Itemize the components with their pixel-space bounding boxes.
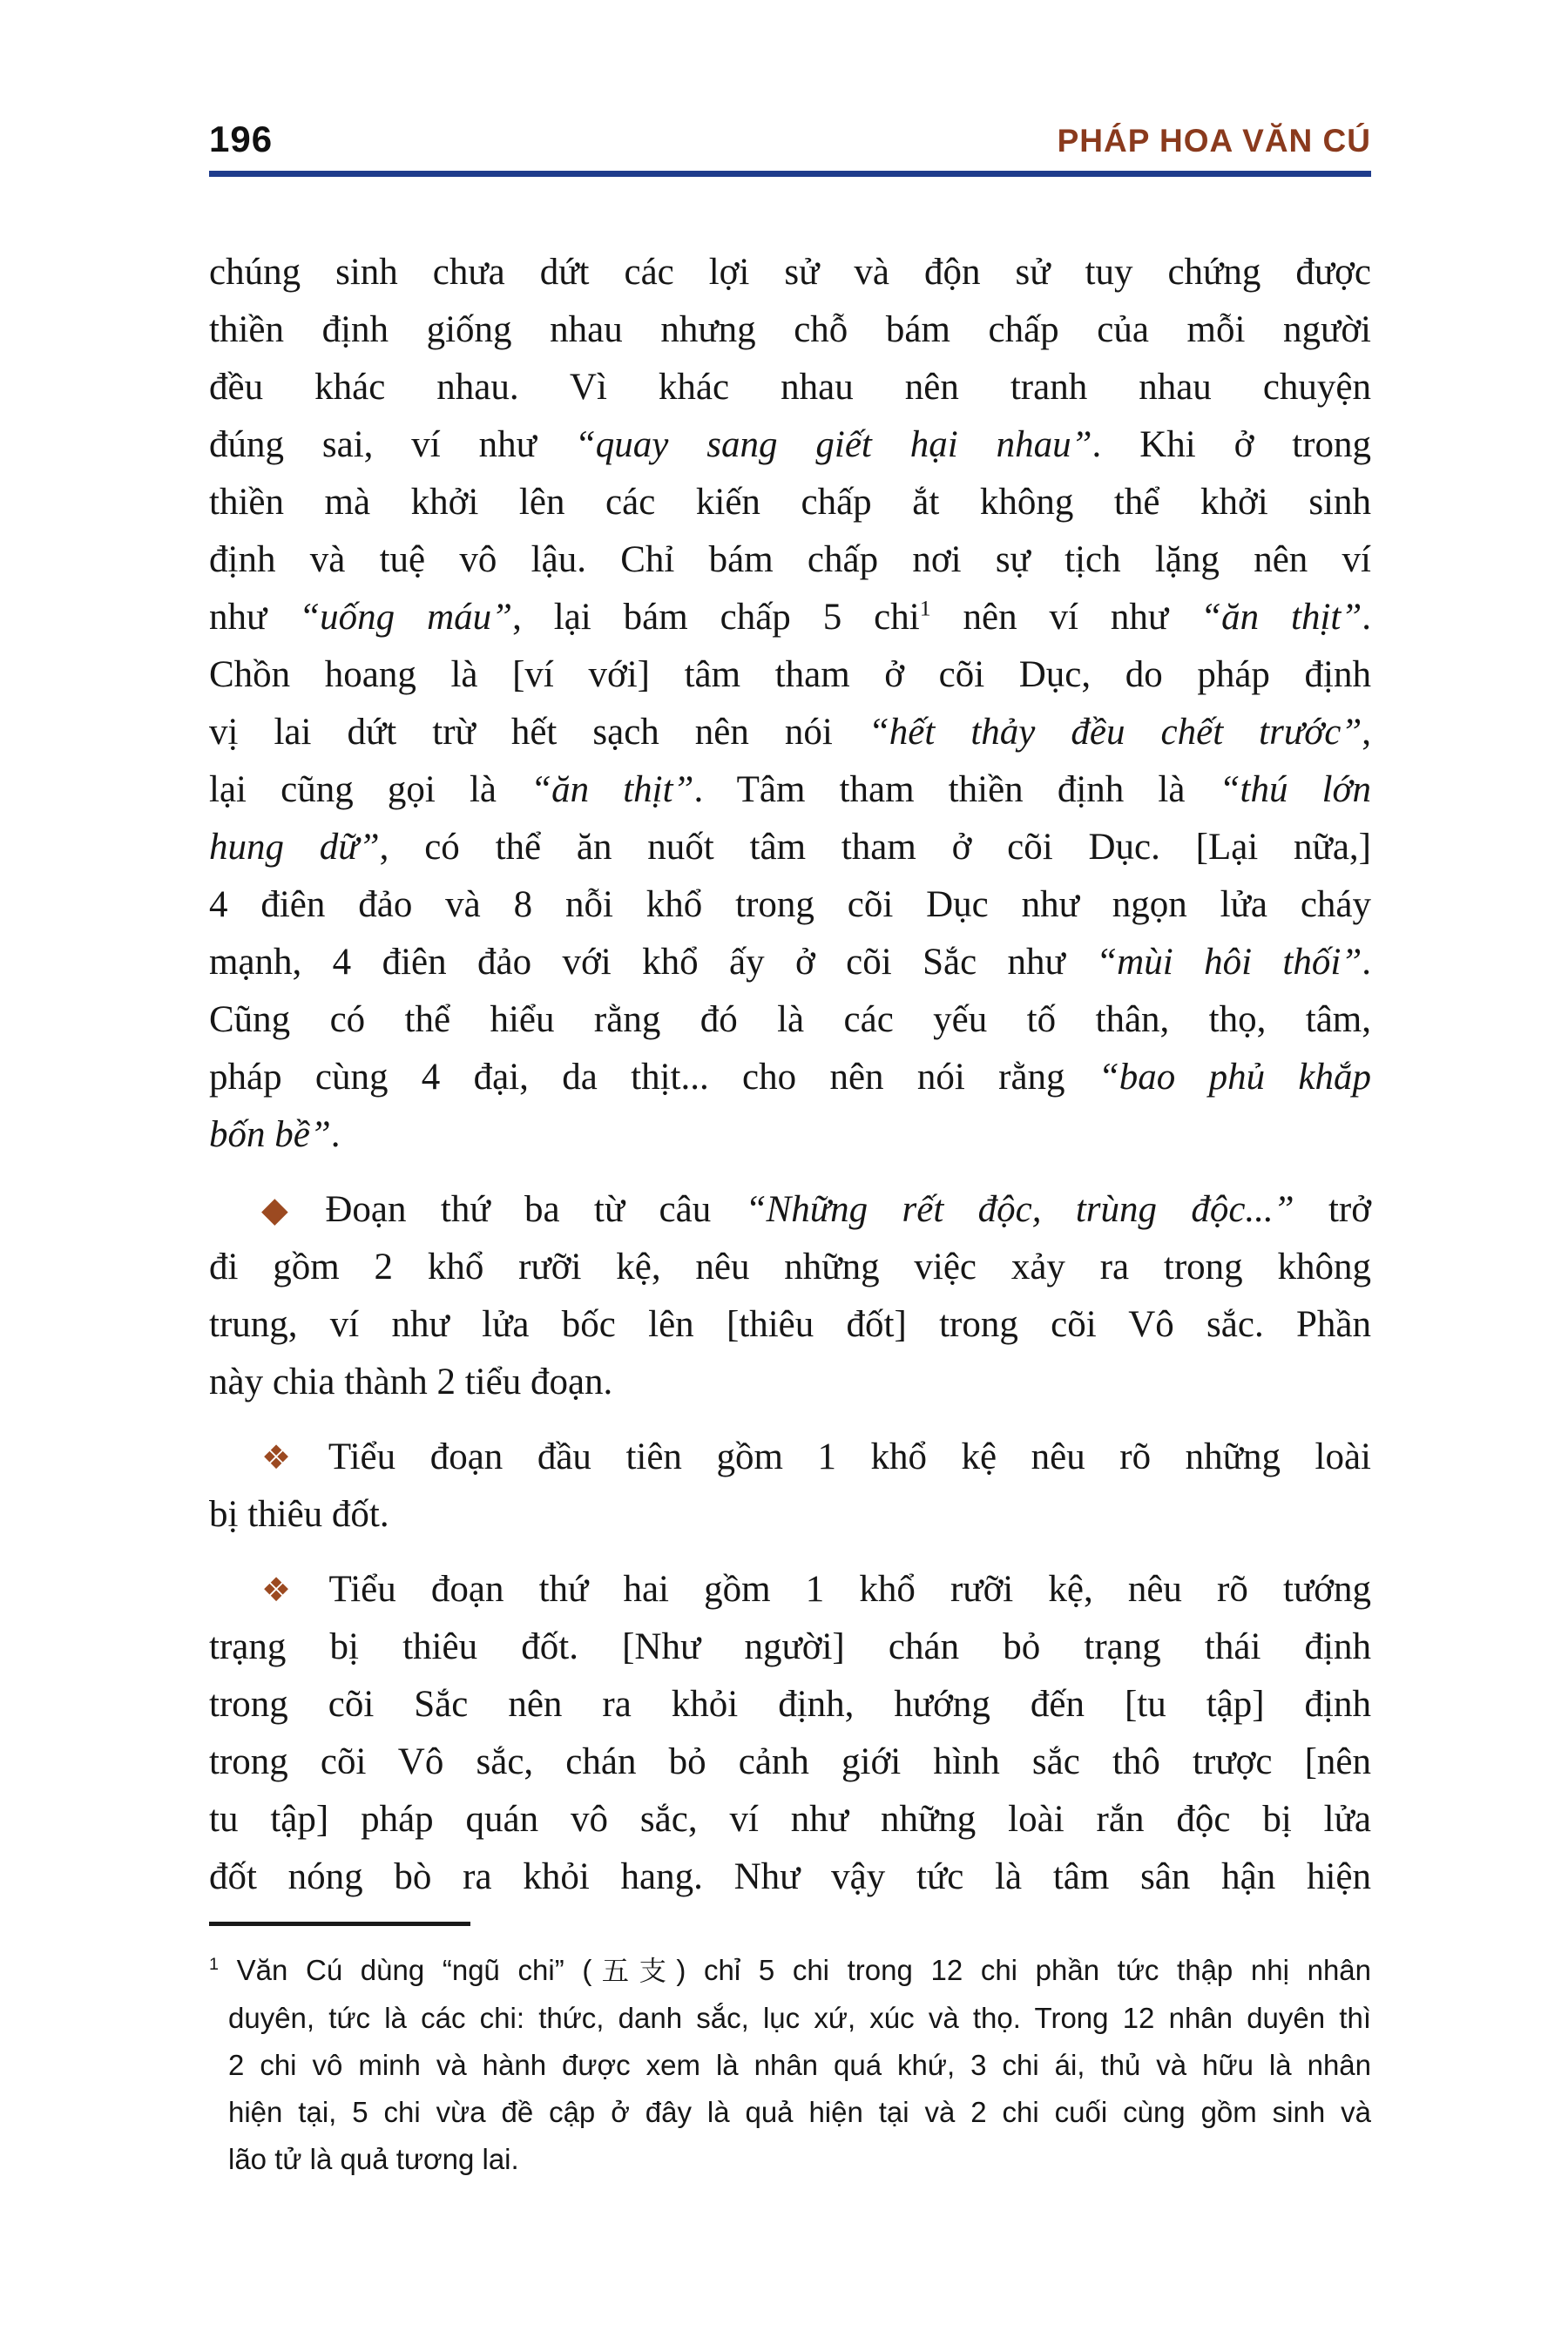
- text-segment: bốn bề”: [209, 1114, 331, 1155]
- footnote-segment: ) chỉ 5 chi trong 12 chi phần tức thập nhị nhân: [676, 1954, 1371, 1986]
- text-segment: , lại bám chấp 5 chi: [512, 597, 920, 638]
- footnote-segment: 五支: [591, 1956, 677, 1986]
- section-three-paragraph: [209, 1181, 1371, 1411]
- text-line: [209, 244, 1371, 301]
- text-segment: đều khác nhau. Vì khác nhau nên tranh nhau chuyện: [209, 367, 1371, 408]
- text-line: [209, 646, 1371, 704]
- sub-section-two-paragraph: [209, 1561, 1371, 1906]
- header-divider: [209, 171, 1371, 177]
- text-line: [209, 1676, 1371, 1734]
- text-segment: Chồn hoang là [ví với] tâm tham ở cõi Dục, do pháp định: [209, 654, 1371, 695]
- text-line: [209, 1848, 1371, 1906]
- text-segment: pháp cùng 4 đại, da thịt... cho nên nói rằng: [209, 1057, 1098, 1098]
- footnote-line: [228, 1995, 1371, 2042]
- footnote-segment: Văn Cú dùng “ngũ chi” (: [219, 1954, 592, 1986]
- page-header: [209, 118, 1371, 160]
- sub-section-one-paragraph: [209, 1429, 1371, 1544]
- text-segment: . Khi ở trong: [1092, 424, 1371, 465]
- text-segment: “quay sang giết hại nhau”: [574, 424, 1092, 465]
- footnote-reference: 1: [209, 1955, 220, 1974]
- text-segment: trong cõi Vô sắc, chán bỏ cảnh giới hình sắc thô trược [nên: [209, 1741, 1371, 1782]
- text-segment: , có thể ăn nuốt tâm tham ở cõi Dục. [Lại nữa,]: [379, 827, 1371, 868]
- footnote-segment: hiện tại, 5 chi vừa đề cập ở đây là quả hiện tại và 2 chi cuối cùng gồm sinh và: [228, 2096, 1371, 2128]
- text-segment: . Tâm tham thiền định là: [693, 769, 1220, 810]
- text-line: [209, 991, 1371, 1049]
- text-segment: Tiểu đoạn thứ hai gồm 1 khổ rưỡi kệ, nêu rõ tướng: [328, 1569, 1371, 1610]
- text-segment: “hết thảy đều chết trước”: [868, 712, 1362, 753]
- text-line: [209, 1181, 1371, 1239]
- text-segment: ,: [1362, 712, 1371, 753]
- text-segment: thiền định giống nhau nhưng chỗ bám chấp của mỗi người: [209, 309, 1371, 350]
- body-text: [209, 244, 1371, 1906]
- text-segment: Tiểu đoạn đầu tiên gồm 1 khổ kệ nêu rõ những loài: [328, 1436, 1371, 1477]
- text-line: [209, 1296, 1371, 1354]
- footnote-segment: duyên, tức là các chi: thức, danh sắc, lục xứ, xúc và thọ. Trong 12 nhân duyên thì: [228, 2002, 1371, 2034]
- text-segment: này chia thành 2 tiểu đoạn.: [209, 1362, 613, 1402]
- footnote-line: [228, 2136, 1371, 2183]
- text-segment: “mùi hôi thối”: [1096, 942, 1362, 983]
- four-diamond-bullet-icon: ❖: [261, 1571, 317, 1609]
- text-segment: “ăn thịt”: [531, 769, 694, 810]
- text-segment: tu tập] pháp quán vô sắc, ví như những loài rắn độc bị lửa: [209, 1799, 1371, 1840]
- text-segment: chúng sinh chưa dứt các lợi sử và độn sử tuy chứng được: [209, 252, 1371, 293]
- footnote: [209, 1922, 1371, 2183]
- text-line: [209, 1619, 1371, 1676]
- text-segment: .: [1362, 942, 1371, 983]
- text-segment: định và tuệ vô lậu. Chỉ bám chấp nơi sự tịch lặng nên ví: [209, 539, 1371, 580]
- text-segment: “uống máu”: [299, 597, 513, 638]
- text-line: [209, 589, 1371, 646]
- footnote-line: [209, 1947, 1371, 1995]
- footnote-line: [228, 2089, 1371, 2136]
- text-segment: nên ví như: [930, 597, 1201, 638]
- footnote-segment: 2 chi vô minh và hành được xem là nhân quá khứ, 3 chi ái, thủ và hữu là nhân: [228, 2049, 1371, 2081]
- text-segment: trở: [1294, 1189, 1371, 1230]
- text-segment: .: [330, 1114, 341, 1155]
- text-line: [209, 1239, 1371, 1296]
- text-line: [209, 1106, 1371, 1164]
- text-segment: thiền mà khởi lên các kiến chấp ắt không thể khởi sinh: [209, 482, 1371, 523]
- text-segment: trạng bị thiêu đốt. [Như người] chán bỏ trạng thái định: [209, 1626, 1371, 1667]
- text-segment: trong cõi Sắc nên ra khỏi định, hướng đến [tu tập] định: [209, 1684, 1371, 1725]
- text-line: [209, 1734, 1371, 1791]
- text-line: [209, 819, 1371, 876]
- opening-paragraph: [209, 244, 1371, 1164]
- text-line: [209, 1049, 1371, 1106]
- text-line: [209, 531, 1371, 589]
- text-line: [209, 761, 1371, 819]
- text-segment: Cũng có thể hiểu rằng đó là các yếu tố thân, thọ, tâm,: [209, 999, 1371, 1040]
- footnote-divider: [209, 1922, 470, 1926]
- text-segment: Đoạn thứ ba từ câu: [325, 1189, 746, 1230]
- text-segment: đúng sai, ví như: [209, 424, 575, 465]
- four-diamond-bullet-icon: ❖: [261, 1438, 316, 1477]
- text-line: [209, 1791, 1371, 1848]
- text-line: [209, 416, 1371, 474]
- text-segment: “ăn thịt”: [1200, 597, 1362, 638]
- text-segment: “bao phủ khắp: [1098, 1057, 1371, 1098]
- footnote-text: [209, 1947, 1371, 2183]
- footnote-line: [228, 2042, 1371, 2089]
- footnote-reference: 1: [919, 595, 931, 621]
- running-title: PHÁP HOA VĂN CÚ: [1057, 123, 1371, 159]
- text-line: [209, 934, 1371, 991]
- text-line: [209, 1429, 1371, 1486]
- text-segment: “Những rết độc, trùng độc...”: [745, 1189, 1294, 1230]
- text-segment: lại cũng gọi là: [209, 769, 531, 810]
- text-segment: mạnh, 4 điên đảo với khổ ấy ở cõi Sắc như: [209, 942, 1097, 983]
- footnote-segment: lão tử là quả tương lai.: [228, 2143, 519, 2175]
- text-line: [209, 359, 1371, 416]
- text-line: [209, 301, 1371, 359]
- text-segment: 4 điên đảo và 8 nỗi khổ trong cõi Dục như ngọn lửa cháy: [209, 884, 1371, 925]
- text-segment: bị thiêu đốt.: [209, 1494, 389, 1535]
- text-line: [209, 704, 1371, 761]
- text-segment: đốt nóng bò ra khỏi hang. Như vậy tức là tâm sân hận hiện: [209, 1856, 1371, 1897]
- text-segment: trung, ví như lửa bốc lên [thiêu đốt] trong cõi Vô sắc. Phần: [209, 1304, 1371, 1345]
- text-segment: đi gồm 2 khổ rưỡi kệ, nêu những việc xảy ra trong không: [209, 1247, 1371, 1288]
- text-line: [209, 1561, 1371, 1619]
- diamond-bullet-icon: ◆: [261, 1190, 314, 1230]
- text-line: [209, 1486, 1371, 1544]
- text-line: [209, 876, 1371, 934]
- text-line: [209, 474, 1371, 531]
- text-segment: “thú lớn: [1219, 769, 1372, 810]
- page-number: 196: [209, 118, 274, 159]
- text-segment: .: [1362, 597, 1372, 638]
- text-segment: như: [209, 597, 300, 638]
- text-segment: hung dữ”: [209, 827, 380, 868]
- text-segment: vị lai dứt trừ hết sạch nên nói: [209, 712, 868, 753]
- text-line: [209, 1354, 1371, 1411]
